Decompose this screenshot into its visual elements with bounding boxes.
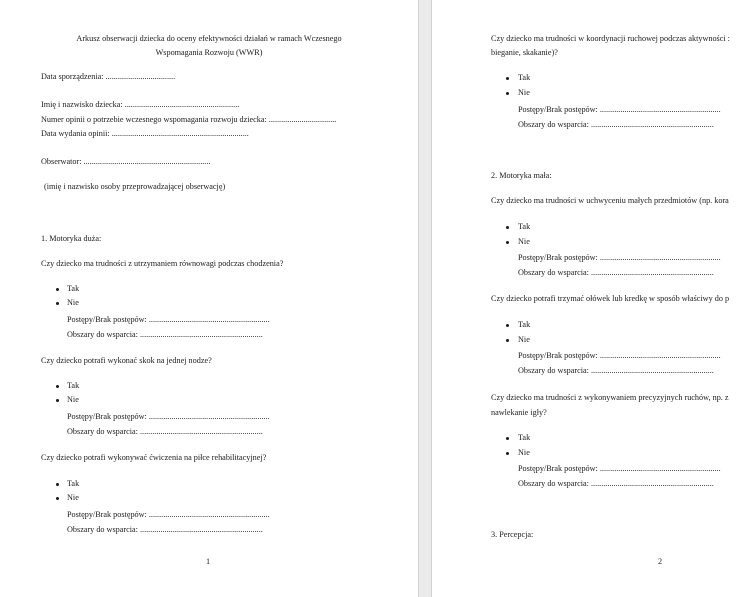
question-text: Czy dziecko ma trudności z utrzymaniem równowagi podczas chodzenia? [41, 259, 284, 268]
bullet-icon [56, 385, 59, 388]
option-yes: Tak [518, 433, 531, 442]
option-yes: Tak [67, 284, 80, 293]
option-yes: Tak [518, 320, 531, 329]
question-text: Czy dziecko ma trudności w uchwyceniu małych przedmiotów (np. kora [491, 196, 729, 205]
option-yes: Tak [518, 73, 531, 82]
bullet-icon [506, 339, 509, 342]
option-no: Nie [518, 237, 530, 246]
bullet-icon [506, 452, 509, 455]
bullet-icon [506, 77, 509, 80]
question-text-continued: nawlekanie igły? [491, 408, 547, 417]
section-heading-gross-motor: 1. Motoryka duża: [41, 234, 102, 243]
support-areas-field: Obszary do wsparcia: ............................................................ [518, 366, 714, 375]
support-areas-field: Obszary do wsparcia: ............................................................ [518, 268, 714, 277]
page-number: 1 [206, 557, 211, 566]
option-yes: Tak [518, 222, 531, 231]
progress-field: Postępy/Brak postępów: ........................................................... [67, 412, 270, 421]
support-areas-field: Obszary do wsparcia: ............................................................ [518, 120, 714, 129]
bullet-icon [506, 226, 509, 229]
page-1-right-edge [418, 0, 419, 597]
child-name-field: Imię i nazwisko dziecka: ........................................................ [41, 100, 240, 109]
support-areas-field: Obszary do wsparcia: ............................................................ [67, 330, 263, 339]
bullet-icon [506, 437, 509, 440]
bullet-icon [56, 497, 59, 500]
question-text: Czy dziecko potrafi wykonywać ćwiczenia na piłce rehabilitacyjnej? [41, 453, 267, 462]
bullet-icon [56, 302, 59, 305]
opinion-date-field: Data wydania opinii: ................................................................... [41, 129, 249, 138]
option-yes: Tak [67, 479, 80, 488]
section-heading-fine-motor: 2. Motoryka mała: [491, 171, 552, 180]
progress-field: Postępy/Brak postępów: ........................................................... [67, 315, 270, 324]
option-no: Nie [518, 335, 530, 344]
document-title-line-1: Arkusz obserwacji dziecka do oceny efektywności działań w ramach Wczesnego [76, 34, 342, 43]
bullet-icon [506, 241, 509, 244]
option-no: Nie [67, 493, 79, 502]
opinion-number-field: Numer opinii o potrzebie wczesnego wspomagania rozwoju dziecka: ................................. [41, 115, 337, 124]
question-text: Czy dziecko potrafi trzymać ołówek lub kredkę w sposób właściwy do p [491, 294, 730, 303]
support-areas-field: Obszary do wsparcia: ............................................................ [67, 427, 263, 436]
page-number: 2 [658, 557, 663, 566]
bullet-icon [56, 399, 59, 402]
progress-field: Postępy/Brak postępów: ........................................................... [518, 105, 721, 114]
progress-field: Postępy/Brak postępów: ........................................................... [518, 351, 721, 360]
support-areas-field: Obszary do wsparcia: ............................................................ [518, 479, 714, 488]
option-no: Nie [67, 395, 79, 404]
date-created-field: Data sporządzenia: .................................. [41, 72, 176, 81]
progress-field: Postępy/Brak postępów: ........................................................... [518, 253, 721, 262]
question-text: Czy dziecko ma trudności w koordynacji ruchowej podczas aktywności : [491, 34, 730, 43]
bullet-icon [56, 288, 59, 291]
section-heading-perception: 3. Percepcja: [491, 530, 534, 539]
progress-field: Postępy/Brak postępów: ........................................................... [67, 510, 270, 519]
option-no: Nie [518, 88, 530, 97]
question-text: Czy dziecko potrafi wykonać skok na jednej nodze? [41, 356, 212, 365]
document-title-line-2: Wspomagania Rozwoju (WWR) [155, 48, 263, 57]
question-text: Czy dziecko ma trudności z wykonywaniem precyzyjnych ruchów, np. z [491, 393, 729, 402]
bullet-icon [56, 483, 59, 486]
question-text-continued: bieganie, skakanie)? [491, 48, 558, 57]
document-page-2 [432, 0, 750, 597]
bullet-icon [506, 92, 509, 95]
bullet-icon [506, 324, 509, 327]
observer-note: (imię i nazwisko osoby przeprowadzającej obserwację) [44, 182, 226, 191]
option-no: Nie [518, 448, 530, 457]
option-yes: Tak [67, 381, 80, 390]
support-areas-field: Obszary do wsparcia: ............................................................ [67, 525, 263, 534]
observer-field: Obserwator: .............................................................. [41, 157, 211, 166]
progress-field: Postępy/Brak postępów: ........................................................... [518, 464, 721, 473]
option-no: Nie [67, 298, 79, 307]
